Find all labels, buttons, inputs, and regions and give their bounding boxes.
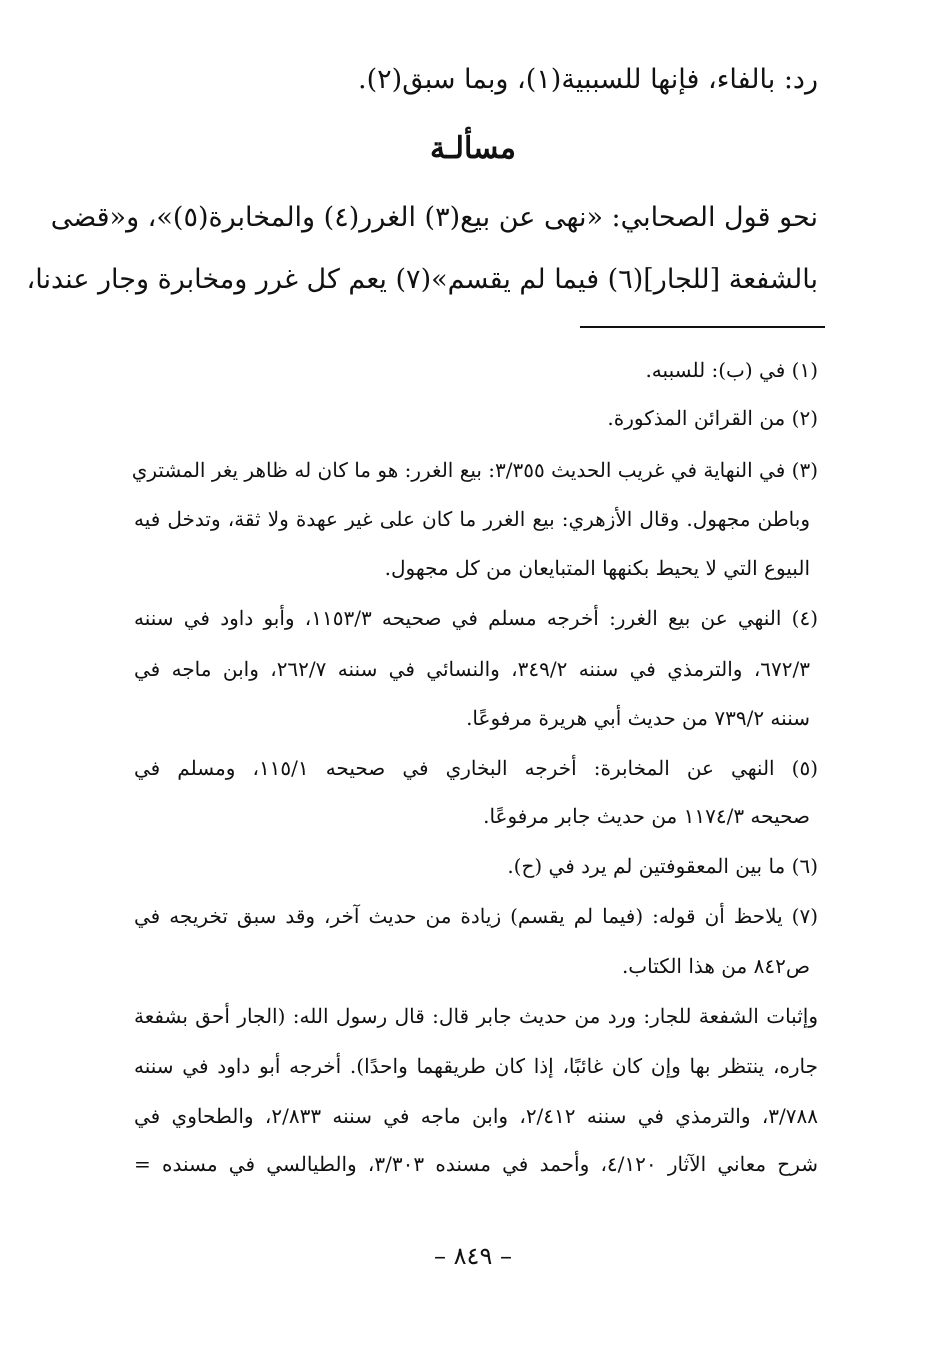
footnote-2: (٢) من القرائن المذكورة.: [607, 406, 818, 430]
main-text-line-2: نحو قول الصحابي: «نهى عن بيع(٣) الغرر(٤) والمخابرة(٥)»، و«قضى: [50, 202, 818, 233]
footnote-3-line-1: (٣) في النهاية في غريب الحديث ٣/٣٥٥: بيع الغرر: هو ما كان له ظاهر يغر المشتري: [131, 458, 818, 482]
footnote-divider: [580, 326, 825, 328]
footnote-5-line-2: صحيحه ١١٧٤/٣ من حديث جابر مرفوعًا.: [483, 804, 810, 828]
footnote-6: (٦) ما بين المعقوفتين لم يرد في (ح).: [507, 854, 818, 878]
footnote-continuation-line-1: وإثبات الشفعة للجار: ورد من حديث جابر قال: قال رسول الله: (الجار أحق بشفعة: [134, 1004, 818, 1028]
footnote-3-line-3: البيوع التي لا يحيط بكنهها المتبايعان من كل مجهول.: [384, 556, 810, 580]
main-text-line-1: رد: بالفاء، فإنها للسببية(١)، وبما سبق(٢).: [358, 64, 818, 95]
footnote-1: (١) في (ب): للسببه.: [645, 358, 818, 382]
footnote-4-line-3: سننه ٧٣٩/٢ من حديث أبي هريرة مرفوعًا.: [466, 706, 810, 730]
footnote-5-line-1: (٥) النهي عن المخابرة: أخرجه البخاري في صحيحه ١١٥/١، ومسلم في: [134, 756, 819, 780]
footnote-4-line-1: (٤) النهي عن بيع الغرر: أخرجه مسلم في صحيحه ١١٥٣/٣، وأبو داود في سننه: [134, 606, 818, 630]
main-text-line-3: بالشفعة [للجار](٦) فيما لم يقسم»(٧) يعم كل غرر ومخابرة وجار عندنا،: [26, 264, 818, 295]
footnote-7-line-1: (٧) يلاحظ أن قوله: (فيما لم يقسم) زيادة من حديث آخر، وقد سبق تخريجه في: [134, 904, 818, 928]
footnote-continuation-line-4: شرح معاني الآثار ٤/١٢٠، وأحمد في مسنده ٣/٣٠٣، والطيالسي في مسنده =: [134, 1152, 819, 1176]
page-number: – ٨٤٩ –: [434, 1242, 512, 1270]
footnote-3-line-2: وباطن مجهول. وقال الأزهري: بيع الغرر ما كان على غير عهدة ولا ثقة، وتدخل فيه: [134, 507, 810, 531]
footnote-4-line-2: ٦٧٢/٣، والترمذي في سننه ٣٤٩/٢، والنسائي في سننه ٢٦٢/٧، وابن ماجه في: [134, 657, 811, 681]
footnote-7-line-2: ص٨٤٢ من هذا الكتاب.: [621, 954, 810, 978]
footnote-continuation-line-2: جاره، ينتظر بها وإن كان غائبًا، إذا كان طريقهما واحدًا). أخرجه أبو داود في سننه: [134, 1054, 818, 1078]
section-heading: مسألـة: [430, 131, 516, 166]
footnote-continuation-line-3: ٣/٧٨٨، والترمذي في سننه ٢/٤١٢، وابن ماجه في سننه ٢/٨٣٣، والطحاوي في: [134, 1104, 819, 1128]
